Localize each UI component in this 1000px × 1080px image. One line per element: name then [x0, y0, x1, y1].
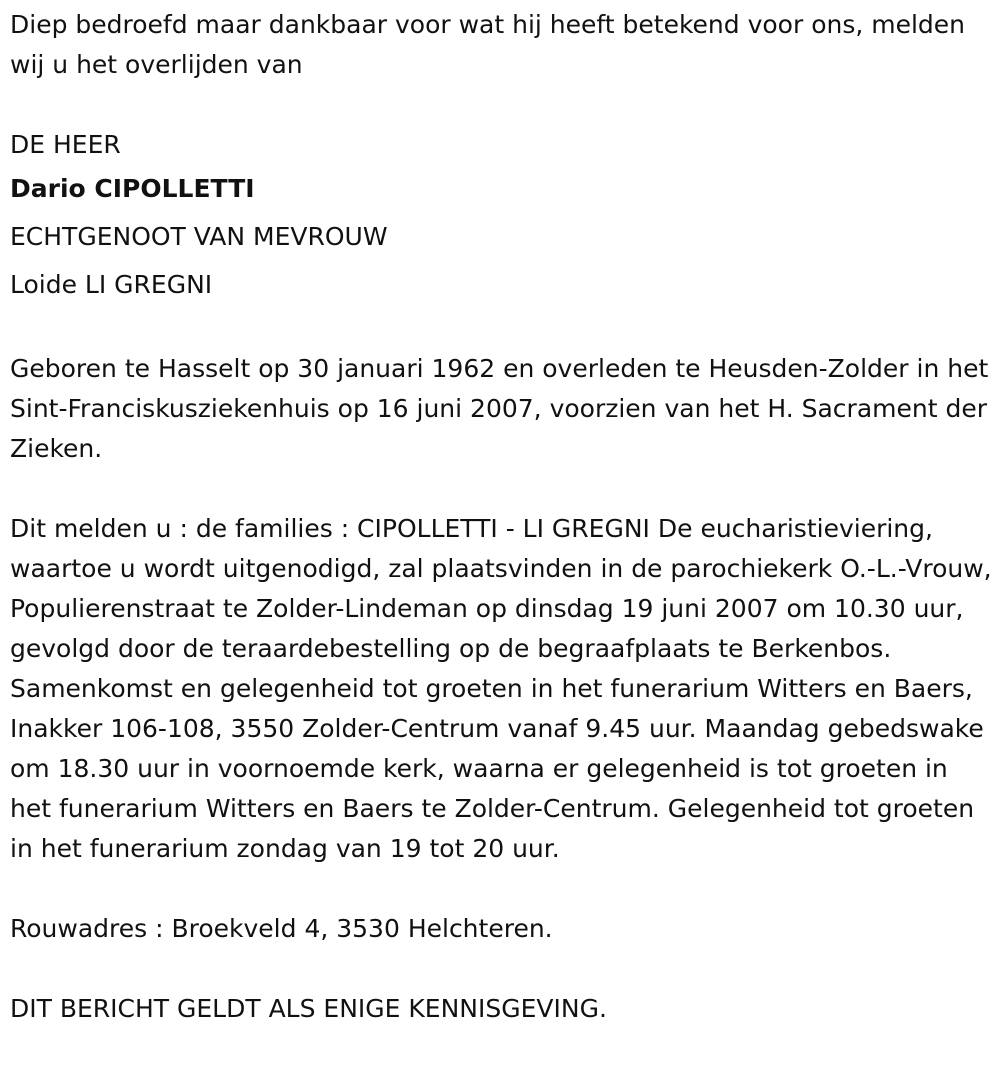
birth-death-paragraph: Geboren te Hasselt op 30 januari 1962 en overleden te Heusden-Zolder in het Sint-Franciskusziekenhuis op 16 juni 2007, voorzien van het H. Sacrament der Zieken.: [10, 354, 989, 463]
salutation: DE HEER: [10, 130, 121, 159]
intro-text: Diep bedroefd maar dankbaar voor wat hij heeft betekend voor ons, melden wij u het overlijden van: [10, 10, 966, 79]
ceremony-paragraph: Dit melden u : de families : CIPOLLETTI - LI GREGNI De eucharistieviering, waartoe u wordt uitgenodigd, zal plaatsvinden in de parochiekerk O.-L.-Vrouw, Populierenstraat te Zolder-Lindeman op dinsdag 19 juni 2007 om 10.30 uur, gevolgd door de teraardebestelling op de begraafplaats te Berkenbos. Samenkomst en gelegenheid tot groeten in het funerarium Witters en Baers, Inakker 106-108, 3550 Zolder-Centrum vanaf 9.45 uur. Maandag gebedswake om 18.30 uur in voornoemde kerk, waarna er gelegenheid is tot groeten in het funerarium Witters en Baers te Zolder-Centrum. Gelegenheid tot groeten in het funerarium zondag van 19 tot 20 uur.: [10, 514, 992, 863]
closing-line: DIT BERICHT GELDT ALS ENIGE KENNISGEVING.: [10, 994, 607, 1023]
relation-line: ECHTGENOOT VAN MEVROUW: [10, 222, 388, 251]
deceased-block: [10, 125, 994, 309]
mourning-address: Rouwadres : Broekveld 4, 3530 Helchteren.: [10, 914, 553, 943]
spouse-name: Loide LI GREGNI: [10, 270, 213, 299]
deceased-name: Dario CIPOLLETTI: [10, 174, 255, 203]
